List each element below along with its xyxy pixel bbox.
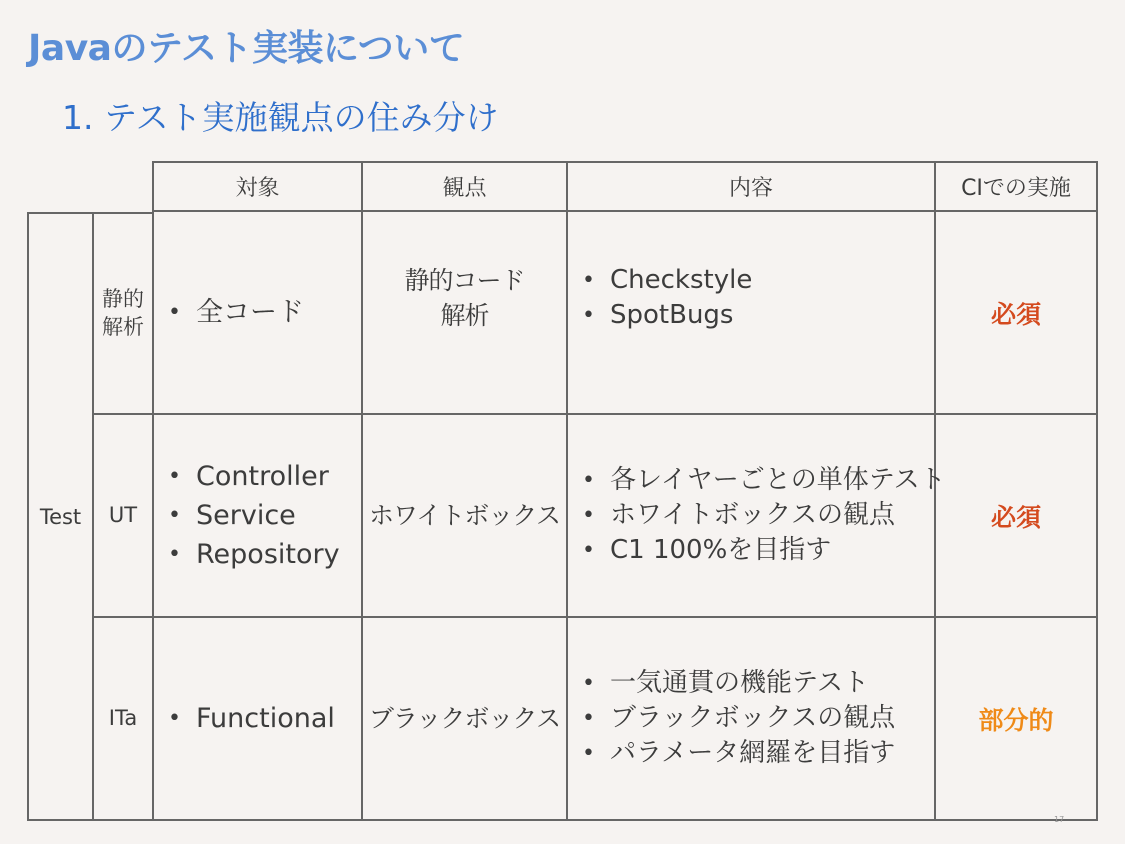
contents-static bbox=[568, 212, 936, 415]
header-target: 対象 bbox=[154, 161, 363, 212]
slide-subtitle: 1. テスト実施観点の住み分け bbox=[62, 98, 499, 137]
list-item: • 全コード bbox=[168, 293, 304, 332]
category-ita: ITa bbox=[94, 618, 154, 821]
list-item: • Service bbox=[168, 496, 340, 535]
header-blank-1 bbox=[27, 161, 94, 212]
list-item: • ブラックボックスの観点 bbox=[582, 701, 895, 736]
list-item: • Checkstyle bbox=[582, 263, 752, 298]
test-viewpoint-table bbox=[27, 161, 1098, 821]
targets-ut bbox=[154, 415, 363, 618]
category-label: 静的解析 bbox=[102, 287, 144, 339]
list-item: • ホワイトボックスの観点 bbox=[582, 498, 946, 533]
list-item: • Repository bbox=[168, 535, 340, 574]
page-number: 17 bbox=[1054, 815, 1065, 824]
slide-title: Javaのテスト実装について bbox=[28, 28, 465, 69]
contents-ita bbox=[568, 618, 936, 821]
header-blank-2 bbox=[94, 161, 154, 212]
category-ut: UT bbox=[94, 415, 154, 618]
contents-ut bbox=[568, 415, 946, 618]
list-item: • 一気通貫の機能テスト bbox=[582, 666, 895, 701]
ci-status-required: 必須 bbox=[936, 212, 1098, 415]
list-item: • Functional bbox=[168, 699, 335, 738]
ci-status-required: 必須 bbox=[936, 415, 1098, 618]
viewpoint-static bbox=[363, 212, 568, 415]
list-item: • 各レイヤーごとの単体テスト bbox=[582, 463, 946, 498]
group-label-test: Test bbox=[27, 212, 94, 821]
list-item: • パラメータ網羅を目指す bbox=[582, 736, 895, 771]
header-content: 内容 bbox=[568, 161, 936, 212]
viewpoint-ita: ブラックボックス bbox=[363, 618, 568, 821]
viewpoint-ut: ホワイトボックス bbox=[363, 415, 568, 618]
targets-static bbox=[154, 212, 363, 415]
list-item: • C1 100%を目指す bbox=[582, 533, 946, 568]
list-item: • Controller bbox=[168, 457, 340, 496]
header-viewpoint: 観点 bbox=[363, 161, 568, 212]
category-static-analysis bbox=[94, 212, 154, 415]
list-item: • SpotBugs bbox=[582, 298, 752, 333]
header-ci: CIでの実施 bbox=[936, 161, 1098, 212]
ci-status-partial: 部分的 bbox=[936, 618, 1098, 821]
viewpoint-label: 静的コード解析 bbox=[404, 265, 525, 330]
targets-ita bbox=[154, 618, 363, 821]
